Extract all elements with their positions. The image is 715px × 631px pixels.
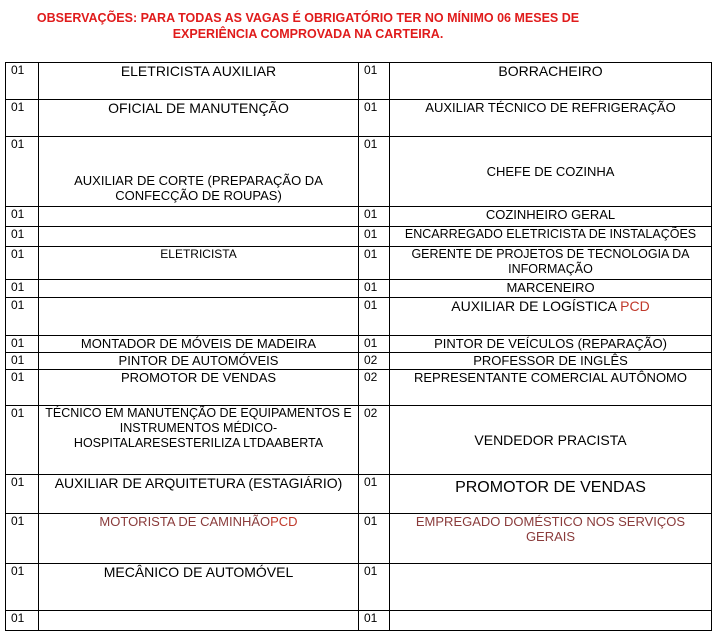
quantity-cell: 01 [6,611,39,631]
quantity-cell: 01 [6,370,39,406]
job-title-cell [390,298,712,336]
quantity-cell: 01 [6,475,39,514]
quantity-cell: 01 [359,137,390,207]
table-row [6,564,712,611]
table-row [6,514,712,564]
table-row [6,298,712,336]
table-row [6,63,712,100]
quantity-cell: 01 [6,514,39,564]
job-title-cell: AUXILIAR TÉCNICO DE REFRIGERAÇÃO [390,100,712,137]
job-title-cell: PINTOR DE VEÍCULOS (REPARAÇÃO) [390,336,712,353]
quantity-cell: 01 [6,564,39,611]
quantity-cell: 01 [6,247,39,280]
job-title-cell: COZINHEIRO GERAL [390,207,712,227]
job-title-cell: AUXILIAR DE CORTE (PREPARAÇÃO DA CONFECÇÃO DE ROUPAS) [39,137,359,207]
pcd-tag: PCD [620,298,650,314]
quantity-cell: 01 [359,564,390,611]
job-title-text: MOTORISTA DE CAMINHÃO [99,514,271,529]
job-title-cell: AUXILIAR DE ARQUITETURA (ESTAGIÁRIO) [39,475,359,514]
quantity-cell: 01 [6,227,39,247]
job-vacancies-table [5,62,712,631]
quantity-cell: 02 [359,406,390,475]
job-title-cell: PROFESSOR DE INGLÊS [390,353,712,370]
job-title-cell: TÉCNICO EM MANUTENÇÃO DE EQUIPAMENTOS E INSTRUMENTOS MÉDICO-HOSPITALARESESTERILIZA LTDAABERTA [39,406,359,475]
notice-line-1: OBSERVAÇÕES: PARA TODAS AS VAGAS É OBRIGATÓRIO TER NO MÍNIMO 06 MESES DE [36,11,580,25]
job-title-cell: ELETRICISTA [39,247,359,280]
job-title-cell: OFICIAL DE MANUTENÇÃO [39,100,359,137]
quantity-cell: 01 [359,207,390,227]
job-title-cell: EMPREGADO DOMÉSTICO NOS SERVIÇOS GERAIS [390,514,712,564]
table-row [6,100,712,137]
quantity-cell: 01 [359,336,390,353]
job-title-text: AUXILIAR DE LOGÍSTICA [451,298,621,314]
table-row [6,353,712,370]
job-title-cell: MARCENEIRO [390,280,712,298]
quantity-cell: 02 [359,353,390,370]
job-title-cell [39,227,359,247]
quantity-cell: 01 [359,227,390,247]
job-title-cell [39,514,359,564]
quantity-cell: 01 [359,514,390,564]
quantity-cell: 01 [359,247,390,280]
job-title-cell: PROMOTOR DE VENDAS [390,475,712,514]
table-row [6,475,712,514]
table-row [6,336,712,353]
table-row [6,247,712,280]
job-title-cell [390,564,712,611]
quantity-cell: 02 [359,370,390,406]
job-title-cell: VENDEDOR PRACISTA [390,406,712,475]
table-row [6,207,712,227]
job-title-cell: MONTADOR DE MÓVEIS DE MADEIRA [39,336,359,353]
notice-line-2: EXPERIÊNCIA COMPROVADA NA CARTEIRA. [172,27,444,41]
quantity-cell: 01 [6,353,39,370]
pcd-tag: PCD [270,514,298,529]
table-row [6,280,712,298]
quantity-cell: 01 [359,100,390,137]
job-title-cell: BORRACHEIRO [390,63,712,100]
quantity-cell: 01 [6,336,39,353]
quantity-cell: 01 [359,63,390,100]
table-row [6,227,712,247]
quantity-cell: 01 [6,63,39,100]
quantity-cell: 01 [6,137,39,207]
quantity-cell: 01 [6,298,39,336]
quantity-cell: 01 [359,475,390,514]
job-title-cell [39,207,359,227]
table-row [6,406,712,475]
job-title-cell: ENCARREGADO ELETRICISTA DE INSTALAÇÕES [390,227,712,247]
quantity-cell: 01 [6,406,39,475]
quantity-cell: 01 [359,298,390,336]
job-title-cell: MECÂNICO DE AUTOMÓVEL [39,564,359,611]
job-title-cell: REPRESENTANTE COMERCIAL AUTÔNOMO [390,370,712,406]
job-title-cell [39,280,359,298]
job-title-cell: PROMOTOR DE VENDAS [39,370,359,406]
table-row [6,370,712,406]
quantity-cell: 01 [6,100,39,137]
quantity-cell: 01 [6,280,39,298]
job-title-cell: CHEFE DE COZINHA [390,137,712,207]
table-row [6,137,712,207]
notice [8,10,608,42]
job-title-cell: PINTOR DE AUTOMÓVEIS [39,353,359,370]
quantity-cell: 01 [359,611,390,631]
quantity-cell: 01 [359,280,390,298]
quantity-cell: 01 [6,207,39,227]
job-title-cell [39,298,359,336]
job-title-cell: ELETRICISTA AUXILIAR [39,63,359,100]
job-title-cell: GERENTE DE PROJETOS DE TECNOLOGIA DA INFORMAÇÃO [390,247,712,280]
